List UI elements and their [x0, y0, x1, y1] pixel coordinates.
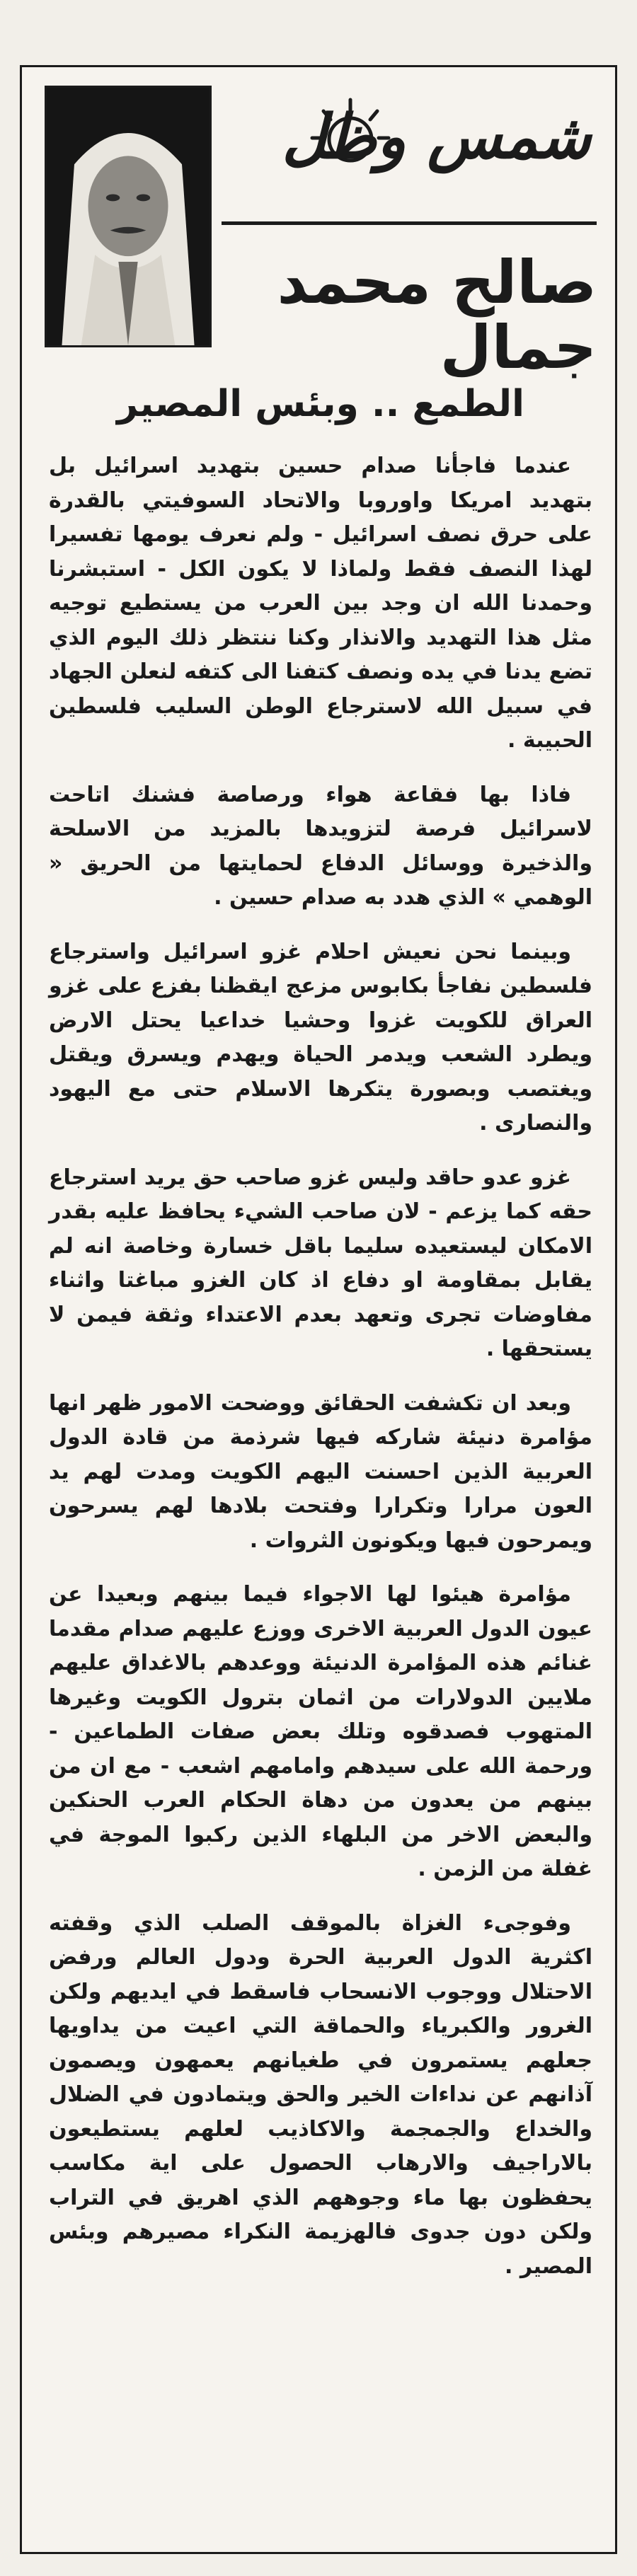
header-divider — [222, 221, 597, 225]
article-paragraph: وبينما نحن نعيش احلام غزو اسرائيل واسترجاع فلسطين نفاجأ بكابوس مزعج ايقظنا بفزع على غزو العراق للكويت غزوا وحشيا خداعيا يحتل الارض ويطرد الشعب ويدمر الحياة ويهدم ويسرق ويقتل ويغتصب وبصورة يتكرها الاسلام حتى مع اليهود والنصارى . — [49, 939, 592, 1136]
article-paragraph: وبعد ان تكشفت الحقائق ووضحت الامور ظهر انها مؤامرة دنيئة شاركه فيها شرذمة من قادة الدول العربية الذين احسنت اليهم الكويت ومدت لهم يد العون مرارا وتكرارا وفتحت بلادها لهم يسرحون ويمرحون فيها ويكونون الثروات . — [49, 1390, 592, 1553]
column-frame — [20, 65, 617, 2554]
article-paragraph: عندما فاجأنا صدام حسين بتهديد اسرائيل بل بتهديد امريكا واوروبا والاتحاد السوفيتي بالقدرة على حرق نصف اسرائيل - ولم نعرف يومها تفسيرا لهذا النصف فقط ولماذا لا يكون الكل - استبشرنا وحمدنا الله ان وجد بين العرب من يستطيع توجيه مثل هذا التهديد والانذار وكنا ننتظر ذلك اليوم الذي تضع يدنا في يده ونصف كتفنا الى كتفه لنعلن الجهاد في سبيل الله لاسترجاع الوطن السليب فلسطين الحبيبة . — [49, 454, 592, 753]
article-body — [49, 449, 592, 2304]
article-paragraph: غزو عدو حاقد وليس غزو صاحب حق يريد استرجاع حقه كما يزعم - لان صاحب الشيء يحافظ عليه بقدر الامكان ليستعيده سليما باقل خسارة وخاصة انه لم يقابل بمقاومة او دفاع اذ كان الغزو مباغتا واثناء مفاوضات تجرى وتعهد بعدم الاعتداء وثقة فيمن لا يستحقها . — [49, 1165, 592, 1361]
column-header — [45, 86, 597, 383]
author-name: صالح محمد جمال — [277, 248, 597, 383]
column-name: شمس وظل — [282, 102, 591, 173]
column-logo — [258, 91, 591, 183]
author-portrait — [45, 86, 212, 347]
article-paragraph: فاذا بها فقاعة هواء ورصاصة فشنك اتاحت لاسرائيل فرصة لتزويدها بالمزيد من الاسلحة والذخيرة ووسائل الدفاع لحمايتها من الحريق « الوهمي » الذي هدد به صدام حسين . — [49, 782, 592, 910]
article-title: الطمع .. وبئس المصير — [117, 383, 524, 425]
article-paragraph: وفوجىء الغزاة بالموقف الصلب الذي وقفته اكثرية الدول العربية الحرة ودول العالم ورفض الاحتلال ووجوب الانسحاب فاسقط في ايديهم ولكن الغرور والكبرياء والحماقة التي اعيت من يداويها جعلهم يستمرون في طغيانهم يعمهون ويصمون آذانهم عن نداءات الخير والحق ويتمادون في الضلال والخداع والجمجمة والاكاذيب لعلهم يستطيعون بالاراجيف والارهاب الحصول على اية مكاسب يحفظون بها ماء وجوههم الذي اهريق في التراب ولكن دون جدوى فالهزيمة النكراء مصيرهم وبئس المصير . — [49, 1910, 592, 2279]
article-paragraph: مؤامرة هيئوا لها الاجواء فيما بينهم وبعيدا عن عيون الدول العربية الاخرى ووزع عليهم صدام مقدما غنائم هذه المؤامرة الدنيئة ووعدهم بالاغداق عليهم ملايين الدولارات من اثمان بترول الكويت وغيرها المتهوب فصدقوه وتلك بعض صفات الطماعين - ورحمة الله على سيدهم وامامهم اشعب - مع ان من بينهم من يعدون من دهاة الحكام العرب الحنكين والبعض الاخر من البلهاء الذين ركبوا الموجة في غفلة من الزمن . — [49, 1582, 592, 1881]
